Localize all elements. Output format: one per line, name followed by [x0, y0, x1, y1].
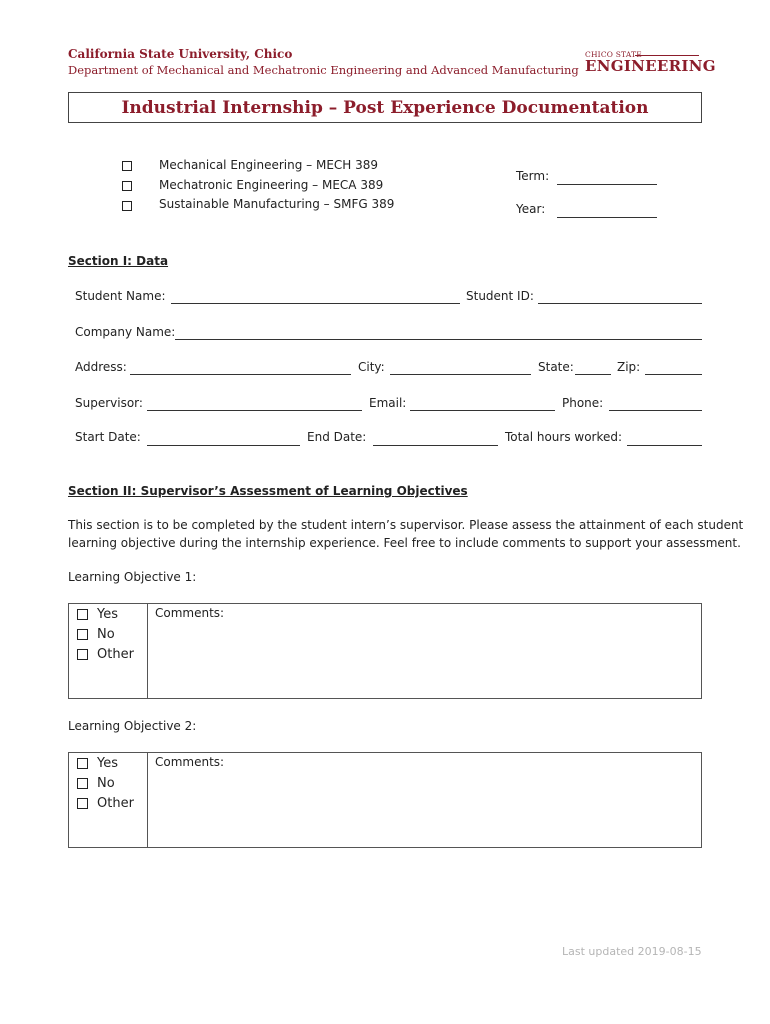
department-name: Department of Mechanical and Mechatronic Engineering and Advanced Manufacturing	[68, 63, 579, 77]
program-checkbox-meca[interactable]	[122, 181, 132, 191]
objective-2-no-checkbox[interactable]	[77, 778, 88, 789]
university-name: California State University, Chico	[68, 47, 293, 61]
term-field[interactable]	[557, 184, 657, 185]
title-box	[68, 92, 702, 123]
student-id-field[interactable]	[538, 303, 702, 304]
section-2-intro-line-1: This section is to be completed by the student intern’s supervisor. Please assess the attainment of each student	[68, 518, 744, 532]
zip-label: Zip:	[617, 360, 641, 374]
logo-rule	[635, 55, 699, 56]
year-field[interactable]	[557, 217, 657, 218]
objective-1-no-checkbox[interactable]	[77, 629, 88, 640]
phone-field[interactable]	[609, 410, 702, 411]
section-1-heading: Section I: Data	[68, 254, 169, 268]
end-date-field[interactable]	[373, 445, 498, 446]
program-checkbox-smfg[interactable]	[122, 201, 132, 211]
start-date-label: Start Date:	[75, 430, 141, 444]
program-label-meca: Mechatronic Engineering – MECA 389	[159, 178, 384, 192]
objective-1-comments-area[interactable]	[149, 622, 699, 696]
objective-2-yes-label: Yes	[97, 756, 118, 771]
objective-1-other-label: Other	[97, 647, 134, 662]
address-label: Address:	[75, 360, 127, 374]
section-2-heading: Section II: Supervisor’s Assessment of Learning Objectives	[68, 484, 468, 498]
student-id-label: Student ID:	[466, 289, 534, 303]
city-field[interactable]	[390, 374, 531, 375]
end-date-label: End Date:	[307, 430, 367, 444]
term-label: Term:	[516, 169, 550, 183]
supervisor-field[interactable]	[147, 410, 362, 411]
objective-2-other-label: Other	[97, 796, 134, 811]
objective-2-comments-label: Comments:	[155, 755, 225, 769]
student-name-label: Student Name:	[75, 289, 166, 303]
logo-top-text: CHICO STATE	[585, 50, 642, 59]
total-hours-field[interactable]	[627, 445, 702, 446]
objective-2-yes-checkbox[interactable]	[77, 758, 88, 769]
objective-1-yes-label: Yes	[97, 607, 118, 622]
objective-1-yes-checkbox[interactable]	[77, 609, 88, 620]
total-hours-label: Total hours worked:	[505, 430, 623, 444]
objective-2-other-checkbox[interactable]	[77, 798, 88, 809]
objective-1-comments-label: Comments:	[155, 606, 225, 620]
email-field[interactable]	[410, 410, 555, 411]
objective-2-table	[68, 752, 702, 848]
program-checkbox-mech[interactable]	[122, 161, 132, 171]
email-label: Email:	[369, 396, 407, 410]
last-updated-footer: Last updated 2019-08-15	[562, 945, 702, 958]
company-name-field[interactable]	[175, 339, 702, 340]
student-name-field[interactable]	[171, 303, 460, 304]
objective-1-label: Learning Objective 1:	[68, 570, 197, 584]
state-field[interactable]	[575, 374, 611, 375]
objective-1-table	[68, 603, 702, 699]
company-name-label: Company Name:	[75, 325, 176, 339]
city-label: City:	[358, 360, 385, 374]
page-title: Industrial Internship – Post Experience Documentation	[121, 98, 649, 118]
objective-1-no-label: No	[97, 627, 115, 642]
objective-1-other-checkbox[interactable]	[77, 649, 88, 660]
objective-2-comments-area[interactable]	[149, 771, 699, 845]
year-label: Year:	[516, 202, 546, 216]
objective-2-divider	[147, 753, 148, 847]
supervisor-label: Supervisor:	[75, 396, 143, 410]
engineering-logo	[585, 50, 716, 78]
objective-2-no-label: No	[97, 776, 115, 791]
phone-label: Phone:	[562, 396, 604, 410]
start-date-field[interactable]	[147, 445, 300, 446]
program-label-smfg: Sustainable Manufacturing – SMFG 389	[159, 197, 395, 211]
objective-2-label: Learning Objective 2:	[68, 719, 197, 733]
objective-1-divider	[147, 604, 148, 698]
section-2-intro-line-2: learning objective during the internship experience. Feel free to include comments to support your assessment.	[68, 536, 741, 550]
address-field[interactable]	[130, 374, 351, 375]
state-label: State:	[538, 360, 574, 374]
logo-main-text: ENGINEERING	[585, 57, 716, 75]
program-label-mech: Mechanical Engineering – MECH 389	[159, 158, 379, 172]
zip-field[interactable]	[645, 374, 702, 375]
